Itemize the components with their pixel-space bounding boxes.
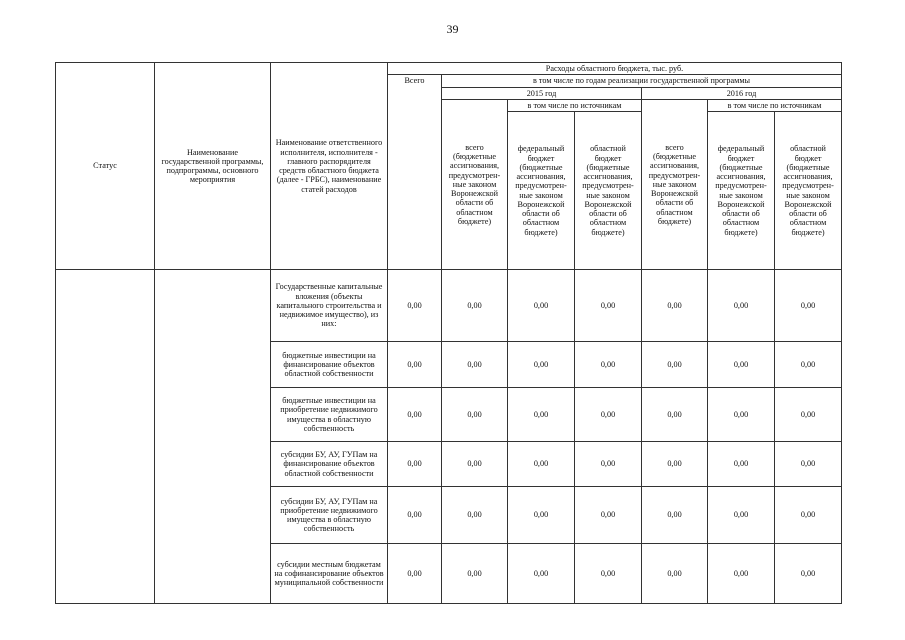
value-cell: 0,00	[775, 487, 842, 544]
value-cell: 0,00	[775, 388, 842, 442]
row-total: 0,00	[388, 487, 442, 544]
value-cell: 0,00	[775, 342, 842, 388]
value-cell: 0,00	[575, 342, 642, 388]
value-cell: 0,00	[575, 544, 642, 604]
value-cell: 0,00	[442, 342, 508, 388]
row-label: бюджетные инвестиции на финансирование объектов областной собственности	[271, 342, 388, 388]
value-cell: 0,00	[708, 388, 775, 442]
header-2016-regional: областной бюджет (бюджетные ассигнования, предусмотрен-ные законом Воронежской области об областном бюджете)	[775, 112, 842, 270]
header-expenses: Расходы областного бюджета, тыс. руб.	[388, 63, 842, 75]
value-cell: 0,00	[642, 544, 708, 604]
row-label: Государственные капитальные вложения (объекты капитального строительства и недвижимое имущество), из них:	[271, 270, 388, 342]
row-total: 0,00	[388, 388, 442, 442]
value-cell: 0,00	[508, 388, 575, 442]
value-cell: 0,00	[508, 342, 575, 388]
value-cell: 0,00	[442, 442, 508, 487]
value-cell: 0,00	[708, 487, 775, 544]
budget-table	[55, 62, 842, 604]
row-total: 0,00	[388, 544, 442, 604]
value-cell: 0,00	[575, 487, 642, 544]
header-executor: Наименование ответственного исполнителя, исполнителя - главного распорядителя средств областного бюджета (далее - ГРБС), наименование статей расходов	[271, 63, 388, 270]
value-cell: 0,00	[642, 270, 708, 342]
header-year-2015: 2015 год	[442, 87, 642, 99]
page-number: 39	[446, 22, 459, 36]
value-cell: 0,00	[508, 442, 575, 487]
program-name-cell	[155, 270, 271, 604]
header-2015-federal: федеральный бюджет (бюджетные ассигнования, предусмотрен-ные законом Воронежской области об областном бюджете)	[508, 112, 575, 270]
value-cell: 0,00	[442, 487, 508, 544]
header-total: Всего	[388, 75, 442, 270]
row-total: 0,00	[388, 270, 442, 342]
table-row	[56, 270, 842, 342]
value-cell: 0,00	[442, 544, 508, 604]
value-cell: 0,00	[708, 442, 775, 487]
value-cell: 0,00	[775, 442, 842, 487]
row-total: 0,00	[388, 442, 442, 487]
row-label: субсидии местным бюджетам на софинансирование объектов муниципальной собственности	[271, 544, 388, 604]
header-2016-total: всего (бюджетные ассигнования, предусмотрен-ные законом Воронежской области об областном бюджете)	[642, 99, 708, 269]
header-year-2016: 2016 год	[642, 87, 842, 99]
header-2015-by-sources: в том числе по источникам	[508, 99, 642, 111]
value-cell: 0,00	[575, 270, 642, 342]
value-cell: 0,00	[508, 270, 575, 342]
value-cell: 0,00	[442, 270, 508, 342]
value-cell: 0,00	[642, 487, 708, 544]
value-cell: 0,00	[708, 342, 775, 388]
row-label: бюджетные инвестиции на приобретение недвижимого имущества в областную собственность	[271, 388, 388, 442]
header-2015-total: всего (бюджетные ассигнования, предусмотрен-ные законом Воронежской области об областном бюджете)	[442, 99, 508, 269]
value-cell: 0,00	[775, 270, 842, 342]
header-2016-by-sources: в том числе по источникам	[708, 99, 842, 111]
header-2015-regional: областной бюджет (бюджетные ассигнования, предусмотрен-ные законом Воронежской области об областном бюджете)	[575, 112, 642, 270]
value-cell: 0,00	[442, 388, 508, 442]
value-cell: 0,00	[575, 442, 642, 487]
row-label: субсидии БУ, АУ, ГУПам на приобретение недвижимого имущества в областную собственность	[271, 487, 388, 544]
header-status: Статус	[56, 63, 155, 270]
header-program-name: Наименование государственной программы, подпрограммы, основного мероприятия	[155, 63, 271, 270]
value-cell: 0,00	[708, 544, 775, 604]
row-label: субсидии БУ, АУ, ГУПам на финансирование объектов областной собственности	[271, 442, 388, 487]
value-cell: 0,00	[642, 388, 708, 442]
value-cell: 0,00	[642, 442, 708, 487]
value-cell: 0,00	[508, 544, 575, 604]
value-cell: 0,00	[775, 544, 842, 604]
value-cell: 0,00	[642, 342, 708, 388]
status-cell	[56, 270, 155, 604]
value-cell: 0,00	[575, 388, 642, 442]
row-total: 0,00	[388, 342, 442, 388]
header-by-years: в том числе по годам реализации государственной программы	[442, 75, 842, 87]
header-2016-federal: федеральный бюджет (бюджетные ассигнования, предусмотрен-ные законом Воронежской области об областном бюджете)	[708, 112, 775, 270]
value-cell: 0,00	[708, 270, 775, 342]
value-cell: 0,00	[508, 487, 575, 544]
